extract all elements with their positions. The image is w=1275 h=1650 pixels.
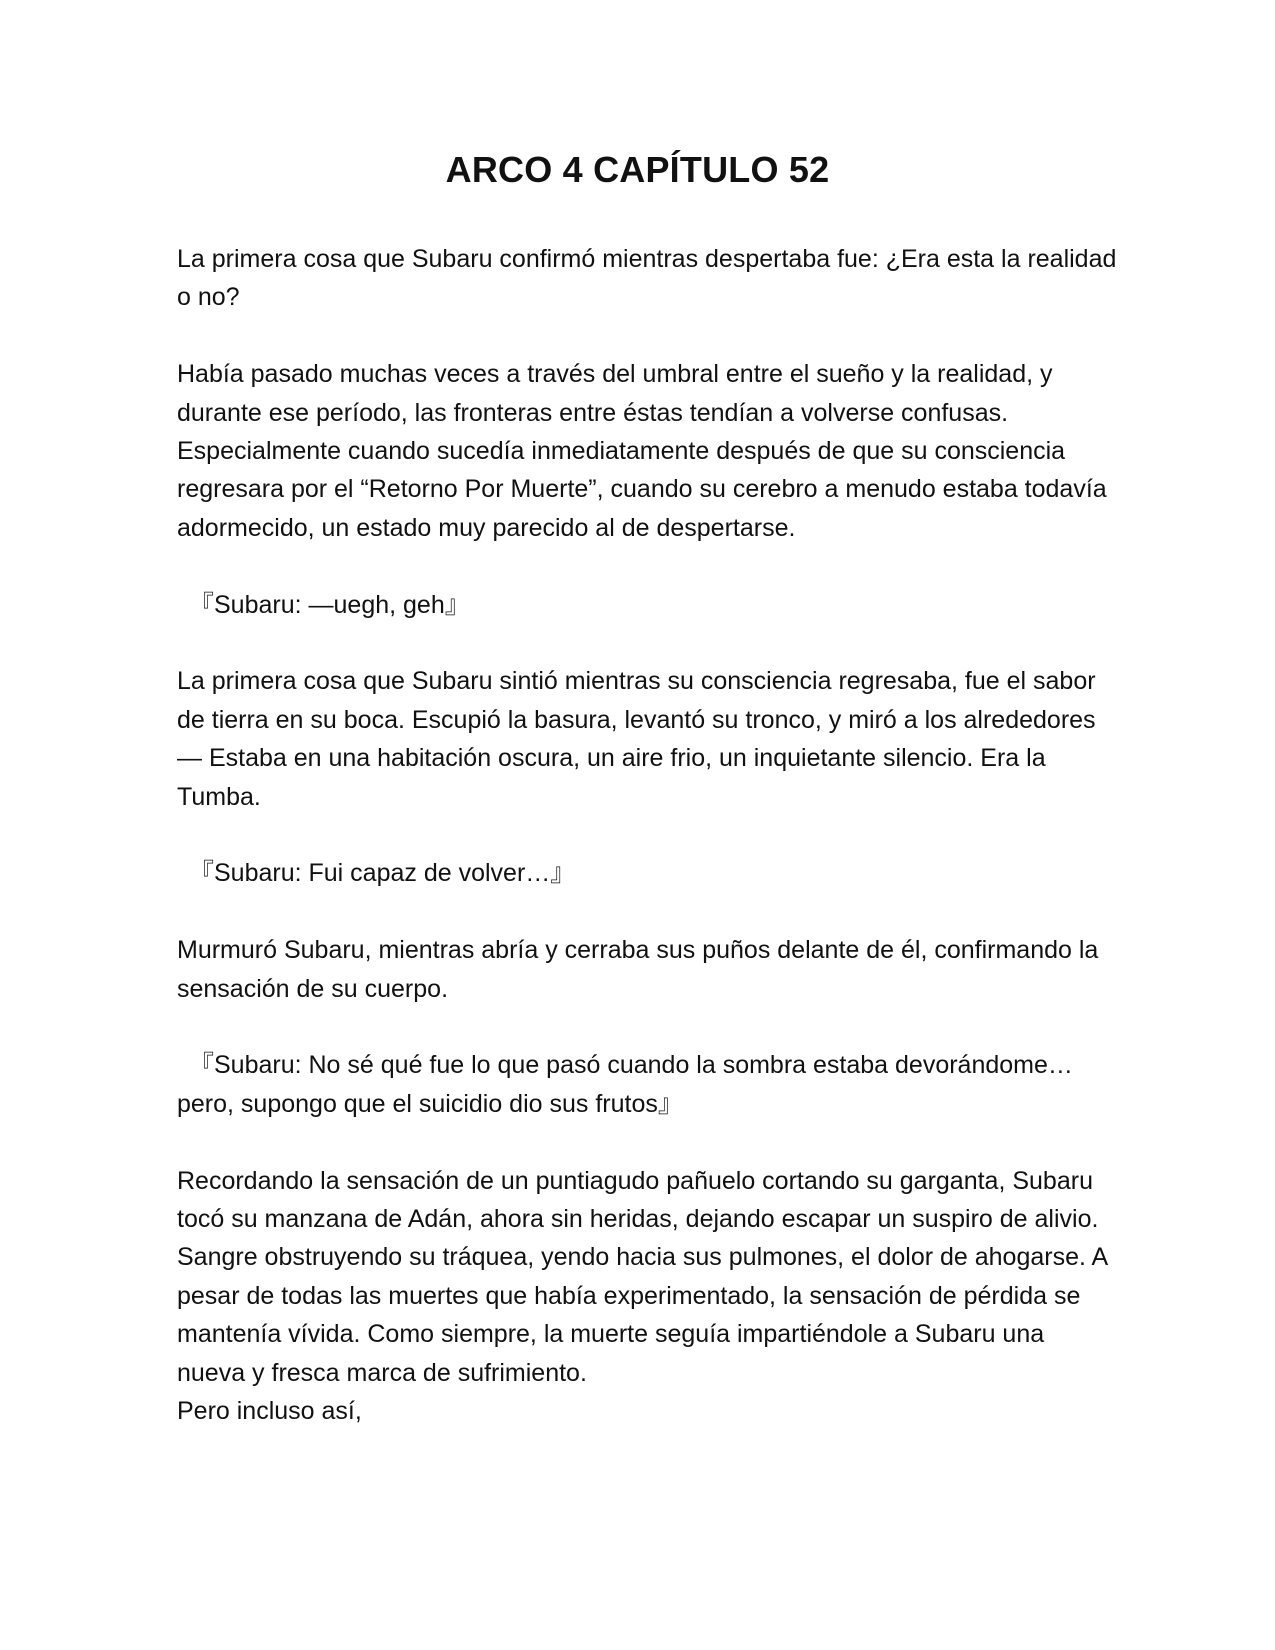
paragraph: La primera cosa que Subaru sintió mientras su consciencia regresaba, fue el sabor de tierra en su boca. Escupió la basura, levantó su tronco, y miró a los alrededores — Estaba en una habitación oscura, un aire frio, un inquietante silencio. Era la Tumba. xyxy=(177,667,1096,811)
dialogue-line: 『Subaru: No sé qué fue lo que pasó cuando la sombra estaba devorándome… pero, supongo que el suicidio dio sus frutos』 xyxy=(177,1051,1073,1118)
paragraph: Murmuró Subaru, mientras abría y cerraba sus puños delante de él, confirmando la sensación de su cuerpo. xyxy=(177,936,1099,1003)
chapter-body xyxy=(177,240,1117,1430)
paragraph: Pero incluso así, xyxy=(177,1397,362,1426)
paragraph: La primera cosa que Subaru confirmó mientras despertaba fue: ¿Era esta la realidad o no? xyxy=(177,245,1117,312)
dialogue-line: 『Subaru: —uegh, geh』 xyxy=(189,590,470,619)
dialogue-line: 『Subaru: Fui capaz de volver…』 xyxy=(189,859,576,888)
chapter-title: ARCO 4 CAPÍTULO 52 xyxy=(445,149,830,190)
paragraph: Recordando la sensación de un puntiagudo pañuelo cortando su garganta, Subaru tocó su manzana de Adán, ahora sin heridas, dejando escapar un suspiro de alivio. Sangre obstruyendo su tráquea, yendo hacia sus pulmones, el dolor de ahogarse. A pesar de todas las muertes que había experimentado, la sensación de pérdida se mantenía vívida. Como siempre, la muerte seguía impartiéndole a Subaru una nueva y fresca marca de sufrimiento. xyxy=(177,1166,1107,1387)
paragraph: Había pasado muchas veces a través del umbral entre el sueño y la realidad, y durante ese período, las fronteras entre éstas tendían a volverse confusas. Especialmente cuando sucedía inmediatamente después de que su consciencia regresara por el “Retorno Por Muerte”, cuando su cerebro a menudo estaba todavía adormecido, un estado muy parecido al de despertarse. xyxy=(177,360,1107,542)
